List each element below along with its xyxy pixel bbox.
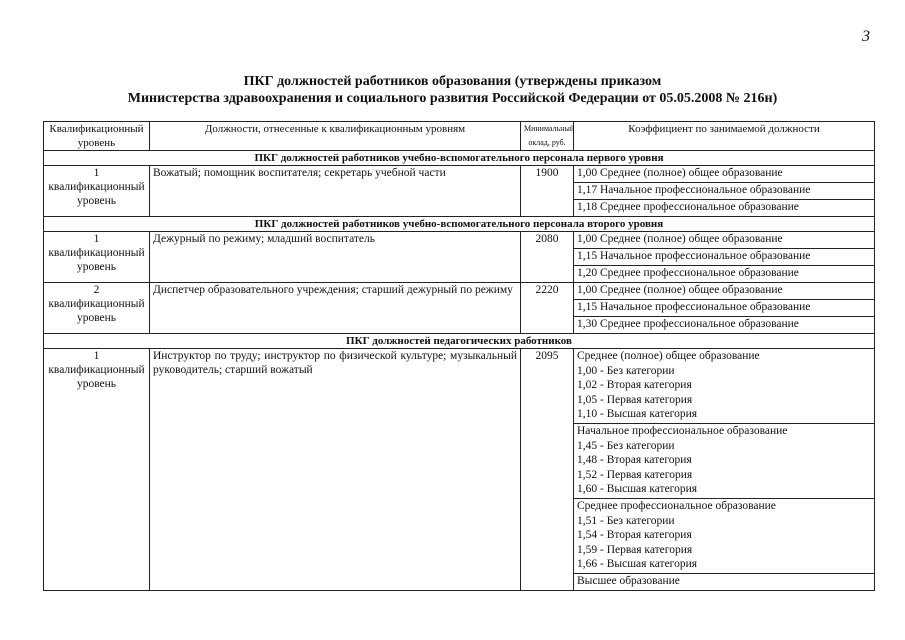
table-row (44, 232, 875, 249)
section-title: ПКГ должностей работников учебно-вспомогательного персонала второго уровня (44, 217, 875, 232)
level-cell: 1 квалификационный уровень (44, 166, 150, 217)
pkg-table (43, 121, 875, 591)
section-title-row (44, 217, 875, 232)
table-row (44, 283, 875, 300)
coefficient-item: 1,59 - Первая категория (577, 543, 693, 556)
table-header-row (44, 122, 875, 151)
coefficient-cell: 1,00 Среднее (полное) общее образование (574, 283, 875, 300)
title-line-2: Министерства здравоохранения и социального развития Российской Федерации от 05.05.2008 № 216н) (127, 91, 778, 106)
coefficient-group (574, 424, 874, 499)
positions-cell: Дежурный по режиму; младший воспитатель (150, 232, 521, 283)
coefficient-item: 1,51 - Без категории (577, 514, 675, 527)
coefficient-cell: 1,15 Начальное профессиональное образование (574, 300, 875, 317)
header-level: Квалификационный уровень (44, 122, 150, 151)
coefficient-group-heading: Среднее профессиональное образование (577, 499, 776, 512)
coefficient-group (574, 574, 874, 590)
section-title-row (44, 151, 875, 166)
salary-cell: 2080 (521, 232, 574, 283)
salary-cell: 2095 (521, 349, 574, 591)
coefficient-item: 1,00 - Без категории (577, 364, 675, 377)
coefficient-group (574, 349, 874, 424)
coefficient-group-heading: Начальное профессиональное образование (577, 424, 788, 437)
title-line-1: ПКГ должностей работников образования (утверждены приказом (243, 74, 662, 89)
level-cell: 2 квалификационный уровень (44, 283, 150, 334)
positions-cell: Инструктор по труду; инструктор по физической культуре; музыкальный руководитель; старший вожатый (150, 349, 521, 591)
page-number: 3 (862, 28, 870, 45)
table-row (44, 166, 875, 183)
coefficient-groups-cell (574, 349, 875, 591)
coefficient-item: 1,52 - Первая категория (577, 468, 693, 481)
coefficient-cell: 1,00 Среднее (полное) общее образование (574, 232, 875, 249)
coefficient-cell: 1,30 Среднее профессиональное образование (574, 317, 875, 334)
header-positions: Должности, отнесенные к квалификационным уровням (150, 122, 521, 151)
coefficient-item: 1,66 - Высшая категория (577, 558, 698, 571)
coefficient-item: 1,02 - Вторая категория (577, 379, 692, 392)
salary-cell: 1900 (521, 166, 574, 217)
coefficient-group-heading: Среднее (полное) общее образование (577, 350, 760, 362)
section-title-row (44, 334, 875, 349)
coefficient-item: 1,54 - Вторая категория (577, 529, 692, 542)
header-coefficient: Коэффициент по занимаемой должности (574, 122, 875, 151)
coefficient-cell: 1,18 Среднее профессиональное образование (574, 200, 875, 217)
coefficient-cell: 1,15 Начальное профессиональное образование (574, 249, 875, 266)
header-salary: Минимальный оклад, руб. (521, 122, 574, 151)
level-cell: 1 квалификационный уровень (44, 232, 150, 283)
coefficient-item: 1,05 - Первая категория (577, 393, 693, 406)
coefficient-item: 1,45 - Без категории (577, 439, 675, 452)
section-title: ПКГ должностей работников учебно-вспомогательного персонала первого уровня (44, 151, 875, 166)
positions-cell: Диспетчер образовательного учреждения; старший дежурный по режиму (150, 283, 521, 334)
coefficient-group (574, 499, 874, 574)
coefficient-cell: 1,00 Среднее (полное) общее образование (574, 166, 875, 183)
coefficient-item: 1,60 - Высшая категория (577, 483, 698, 496)
coefficient-group-heading: Высшее образование (577, 574, 680, 587)
document-title (0, 73, 905, 107)
section-title: ПКГ должностей педагогических работников (44, 334, 875, 349)
coefficient-cell: 1,17 Начальное профессиональное образование (574, 183, 875, 200)
positions-cell: Вожатый; помощник воспитателя; секретарь учебной части (150, 166, 521, 217)
coefficient-item: 1,48 - Вторая категория (577, 454, 692, 467)
table-row (44, 349, 875, 591)
salary-cell: 2220 (521, 283, 574, 334)
level-cell: 1 квалификационный уровень (44, 349, 150, 591)
coefficient-item: 1,10 - Высшая категория (577, 408, 698, 421)
coefficient-cell: 1,20 Среднее профессиональное образование (574, 266, 875, 283)
